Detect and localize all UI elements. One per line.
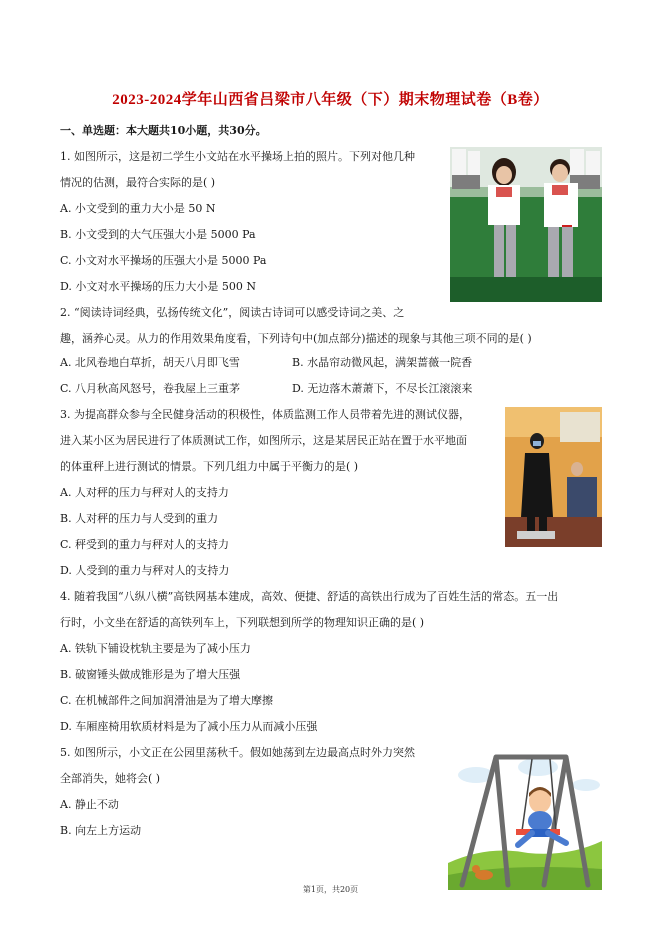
- q3-stem-cont: 进入某小区为居民进行了体质测试工作，如图所示，这是某居民正站在置于水平地面: [60, 434, 467, 447]
- q3-stem-cont2: 的体重秤上进行测试的情景。下列几组力中属于平衡力的是( ): [60, 460, 359, 473]
- q4-option-d: D. 车厢座椅用软质材料是为了减小压力从而减小压强: [60, 720, 318, 733]
- q1-option-a: A. 小文受到的重力大小是 50 N: [60, 202, 216, 215]
- q5-illustration-swing: [448, 745, 602, 890]
- section-heading: 一、单选题：本大题共10小题，共30分。: [60, 124, 267, 137]
- q1-stem-cont: 情况的估测，最符合实际的是( ): [60, 176, 216, 189]
- q1-photo-students: [450, 147, 602, 302]
- q1-option-b: B. 小文受到的大气压强大小是 5000 Pa: [60, 228, 256, 241]
- page-footer: 第1页，共20页: [302, 885, 359, 894]
- q4-option-b: B. 破窗锤头做成锥形是为了增大压强: [60, 668, 241, 681]
- q2-stem: 2. “阅读诗词经典，弘扬传统文化”，阅读古诗词可以感受诗词之美、之: [60, 306, 405, 319]
- q2-stem-cont: 趣，涵养心灵。从力的作用效果角度看，下列诗句中(加点部分)描述的现象与其他三项不同的是( ): [60, 332, 532, 345]
- q5-option-a: A. 静止不动: [60, 798, 119, 811]
- q3-option-a: A. 人对秤的压力与秤对人的支持力: [60, 486, 229, 499]
- q3-option-d: D. 人受到的重力与秤对人的支持力: [60, 564, 230, 577]
- q3-stem: 3. 为提高群众参与全民健身活动的积极性，体质监测工作人员带着先进的测试仪器，: [60, 408, 470, 421]
- q4-option-c: C. 在机械部件之间加润滑油是为了增大摩擦: [60, 694, 274, 707]
- q3-option-b: B. 人对秤的压力与人受到的重力: [60, 512, 219, 525]
- q4-stem: 4. 随着我国“八纵八横”高铁网基本建成，高效、便捷、舒适的高铁出行成为了百姓生活的常态。五一出: [60, 590, 559, 603]
- q1-option-c: C. 小文对水平操场的压强大小是 5000 Pa: [60, 254, 267, 267]
- q4-option-a: A. 铁轨下铺设枕轨主要是为了减小压力: [60, 642, 251, 655]
- q1-option-d: D. 小文对水平操场的压力大小是 500 N: [60, 280, 257, 293]
- q2-option-c: C. 八月秋高风怒号，卷我屋上三重茅: [60, 382, 241, 395]
- q5-stem-cont: 全部消失，她将会( ): [60, 772, 161, 785]
- q5-stem: 5. 如图所示，小文正在公园里荡秋千。假如她荡到左边最高点时外力突然: [60, 746, 415, 759]
- q5-option-b: B. 向左上方运动: [60, 824, 142, 837]
- q2-option-a: A. 北风卷地白草折，胡天八月即飞雪: [60, 356, 240, 369]
- q3-option-c: C. 秤受到的重力与秤对人的支持力: [60, 538, 230, 551]
- q3-photo-scale: [505, 407, 602, 547]
- q4-stem-cont: 行时，小文坐在舒适的高铁列车上，下列联想到所学的物理知识正确的是( ): [60, 616, 425, 629]
- q1-stem: 1. 如图所示，这是初二学生小文站在水平操场上拍的照片。下列对他几种: [60, 150, 415, 163]
- q2-option-d: D. 无边落木萧萧下，不尽长江滚滚来: [292, 382, 473, 395]
- q2-option-b: B. 水晶帘动微风起，满架蔷薇一院香: [292, 356, 473, 369]
- page-title: 2023-2024学年山西省吕梁市八年级（下）期末物理试卷（B卷）: [112, 92, 549, 108]
